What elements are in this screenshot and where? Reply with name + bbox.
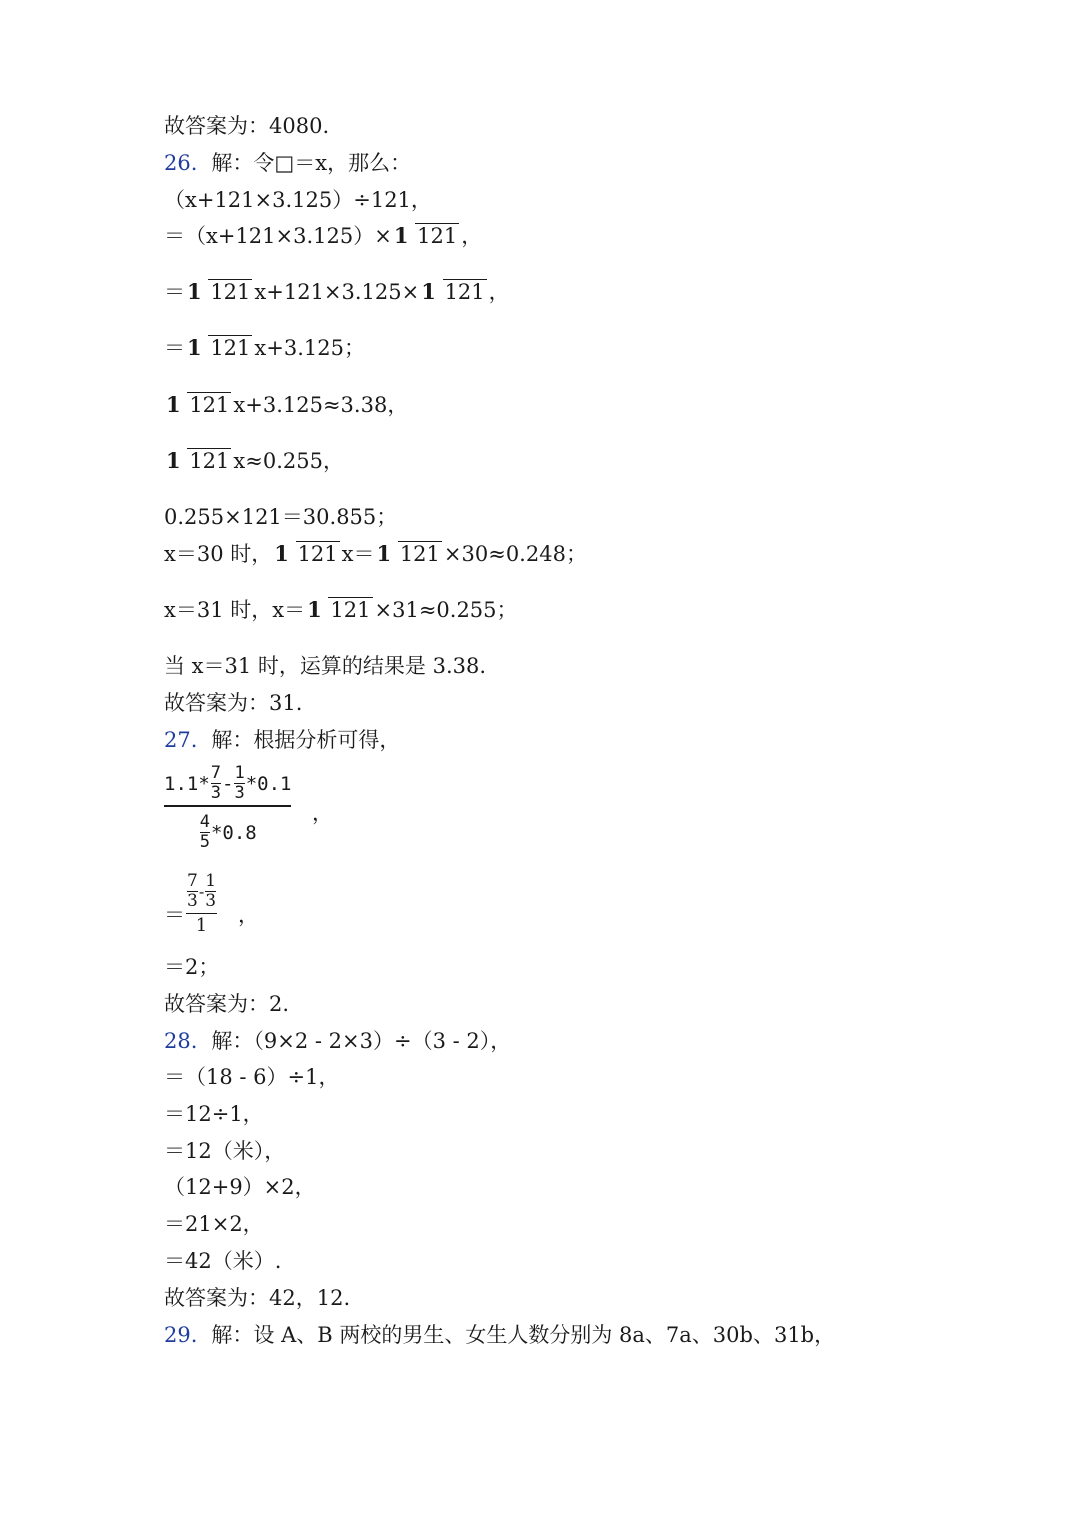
fraction bbox=[205, 872, 216, 911]
answer-line bbox=[164, 113, 329, 139]
fraction bbox=[394, 223, 459, 249]
solution-text: 解：根据分析可得， bbox=[211, 728, 401, 752]
equation-text: x+121×3.125× bbox=[254, 280, 420, 304]
solution-text: 解：（9×2 - 2×3）÷（3 - 2）， bbox=[211, 1029, 512, 1053]
numerator: 1 bbox=[376, 541, 392, 566]
fraction bbox=[234, 764, 244, 803]
math-line bbox=[164, 1211, 264, 1237]
equation-text: x≈0.255， bbox=[233, 449, 344, 473]
denominator: 121 bbox=[330, 598, 371, 622]
numerator: 1 bbox=[187, 335, 202, 360]
question-number: 29. bbox=[164, 1323, 198, 1347]
question-29-header bbox=[164, 1322, 835, 1348]
math-line bbox=[164, 187, 432, 213]
fraction bbox=[307, 597, 372, 623]
denominator: 121 bbox=[297, 542, 338, 566]
fraction bbox=[200, 813, 210, 852]
fraction bbox=[187, 872, 198, 911]
math-line bbox=[164, 1174, 316, 1200]
expression-text: - bbox=[198, 882, 205, 901]
expression-text: *0.8 bbox=[210, 821, 257, 844]
expression-text: - bbox=[222, 772, 234, 795]
equation-text: ＝12（米）， bbox=[164, 1139, 286, 1163]
question-number: 27. bbox=[164, 728, 198, 752]
equation-text: ＝ bbox=[164, 336, 185, 360]
math-line bbox=[164, 1138, 285, 1164]
denominator: 121 bbox=[210, 280, 251, 304]
denominator: 121 bbox=[444, 280, 485, 304]
math-line bbox=[164, 335, 365, 361]
complex-fraction-denominator bbox=[199, 813, 257, 852]
math-line bbox=[164, 902, 185, 928]
denominator: 5 bbox=[199, 832, 210, 852]
denominator: 3 bbox=[187, 891, 198, 911]
denominator: 121 bbox=[189, 393, 230, 417]
answer-line bbox=[164, 690, 302, 716]
equation-text: ＝21×2， bbox=[164, 1212, 264, 1236]
numerator: 1 bbox=[234, 763, 245, 783]
equation-text: ＝42（米）. bbox=[164, 1249, 282, 1273]
numerator: 7 bbox=[187, 871, 198, 891]
expression-text: *0.1 bbox=[245, 772, 292, 795]
math-line bbox=[164, 1248, 281, 1274]
equation-text: 0.255×121＝30.855； bbox=[164, 505, 398, 529]
math-line bbox=[164, 448, 344, 474]
denominator: 121 bbox=[189, 449, 230, 473]
math-line bbox=[164, 1101, 264, 1127]
equation-text: ×31≈0.255； bbox=[374, 598, 518, 622]
fraction-bar bbox=[164, 805, 291, 807]
math-line bbox=[164, 1064, 340, 1090]
complex-fraction bbox=[164, 764, 291, 852]
question-28-header bbox=[164, 1028, 511, 1054]
denominator: 121 bbox=[399, 542, 440, 566]
equation-text: ， bbox=[461, 224, 483, 248]
math-line bbox=[164, 392, 408, 418]
numerator: 1 bbox=[205, 871, 217, 891]
question-number: 28. bbox=[164, 1029, 198, 1053]
expression-text: 1.1* bbox=[164, 772, 210, 795]
answer-line bbox=[164, 1285, 350, 1311]
equation-text: ， bbox=[312, 801, 333, 825]
denominator: 3 bbox=[210, 783, 222, 803]
conclusion-line bbox=[164, 653, 486, 679]
fraction-bar bbox=[186, 913, 217, 914]
numerator: 1 bbox=[274, 541, 289, 566]
math-line bbox=[164, 504, 397, 530]
math-line bbox=[164, 541, 587, 567]
fraction bbox=[187, 279, 252, 305]
denominator: 3 bbox=[205, 891, 217, 911]
numerator: 7 bbox=[210, 763, 222, 783]
question-26-header bbox=[164, 150, 411, 176]
equation-text: x＝ bbox=[341, 542, 375, 566]
fraction bbox=[166, 392, 231, 418]
numerator: 1 bbox=[166, 448, 181, 473]
fraction bbox=[421, 279, 486, 305]
complex-fraction bbox=[186, 872, 217, 937]
equation-text: x+3.125； bbox=[254, 336, 365, 360]
answer-line bbox=[164, 991, 289, 1017]
equation-text: ＝2； bbox=[164, 955, 220, 979]
complex-fraction-numerator bbox=[186, 872, 217, 911]
equation-text: x+3.125≈3.38， bbox=[233, 393, 409, 417]
math-line bbox=[164, 223, 482, 249]
denominator: 121 bbox=[210, 336, 251, 360]
equation-text: （12+9）×2， bbox=[164, 1175, 316, 1199]
denominator: 3 bbox=[234, 783, 245, 803]
numerator: 1 bbox=[307, 597, 322, 622]
question-number: 26. bbox=[164, 151, 198, 175]
fraction bbox=[166, 448, 231, 474]
math-line bbox=[164, 279, 510, 305]
math-line bbox=[238, 902, 259, 928]
fraction bbox=[377, 541, 442, 567]
numerator: 4 bbox=[199, 812, 210, 832]
equation-text: ＝12÷1， bbox=[164, 1102, 264, 1126]
answer-text: 故答案为：31. bbox=[164, 691, 303, 715]
equation-text: （x+121×3.125）÷121， bbox=[164, 188, 432, 212]
math-line bbox=[164, 954, 219, 980]
equation-text: ＝ bbox=[164, 280, 185, 304]
equation-text: ＝（x+121×3.125）× bbox=[164, 224, 392, 248]
equation-text: ， bbox=[238, 903, 259, 927]
numerator: 1 bbox=[187, 279, 202, 304]
denominator: 1 bbox=[195, 915, 208, 936]
question-27-header bbox=[164, 727, 400, 753]
solution-text: 解：设 A、B 两校的男生、女生人数分别为 8a、7a、30b、31b， bbox=[211, 1323, 836, 1347]
complex-fraction-denominator bbox=[196, 915, 207, 937]
equation-text: x＝31 时，x＝ bbox=[164, 598, 306, 622]
complex-fraction-numerator bbox=[164, 764, 291, 803]
fraction bbox=[274, 541, 339, 567]
numerator: 1 bbox=[421, 279, 436, 304]
answer-text: 故答案为：42，12. bbox=[164, 1286, 351, 1310]
fraction bbox=[211, 764, 221, 803]
equation-text: ×30≈0.248； bbox=[443, 542, 587, 566]
fraction bbox=[187, 335, 252, 361]
equation-text: ＝（18 - 6）÷1， bbox=[164, 1065, 340, 1089]
solution-text: 解：令□＝x，那么： bbox=[211, 151, 412, 175]
numerator: 1 bbox=[393, 223, 409, 248]
denominator: 121 bbox=[417, 224, 458, 248]
equation-text: ， bbox=[488, 280, 510, 304]
numerator: 1 bbox=[166, 392, 181, 417]
equation-text: x＝30 时， bbox=[164, 542, 273, 566]
math-line bbox=[312, 800, 333, 826]
answer-text: 故答案为：4080. bbox=[164, 114, 330, 138]
conclusion-text: 当 x＝31 时，运算的结果是 3.38. bbox=[164, 654, 487, 678]
equation-text: ＝ bbox=[164, 903, 185, 927]
math-line bbox=[164, 597, 518, 623]
answer-text: 故答案为：2. bbox=[164, 992, 290, 1016]
